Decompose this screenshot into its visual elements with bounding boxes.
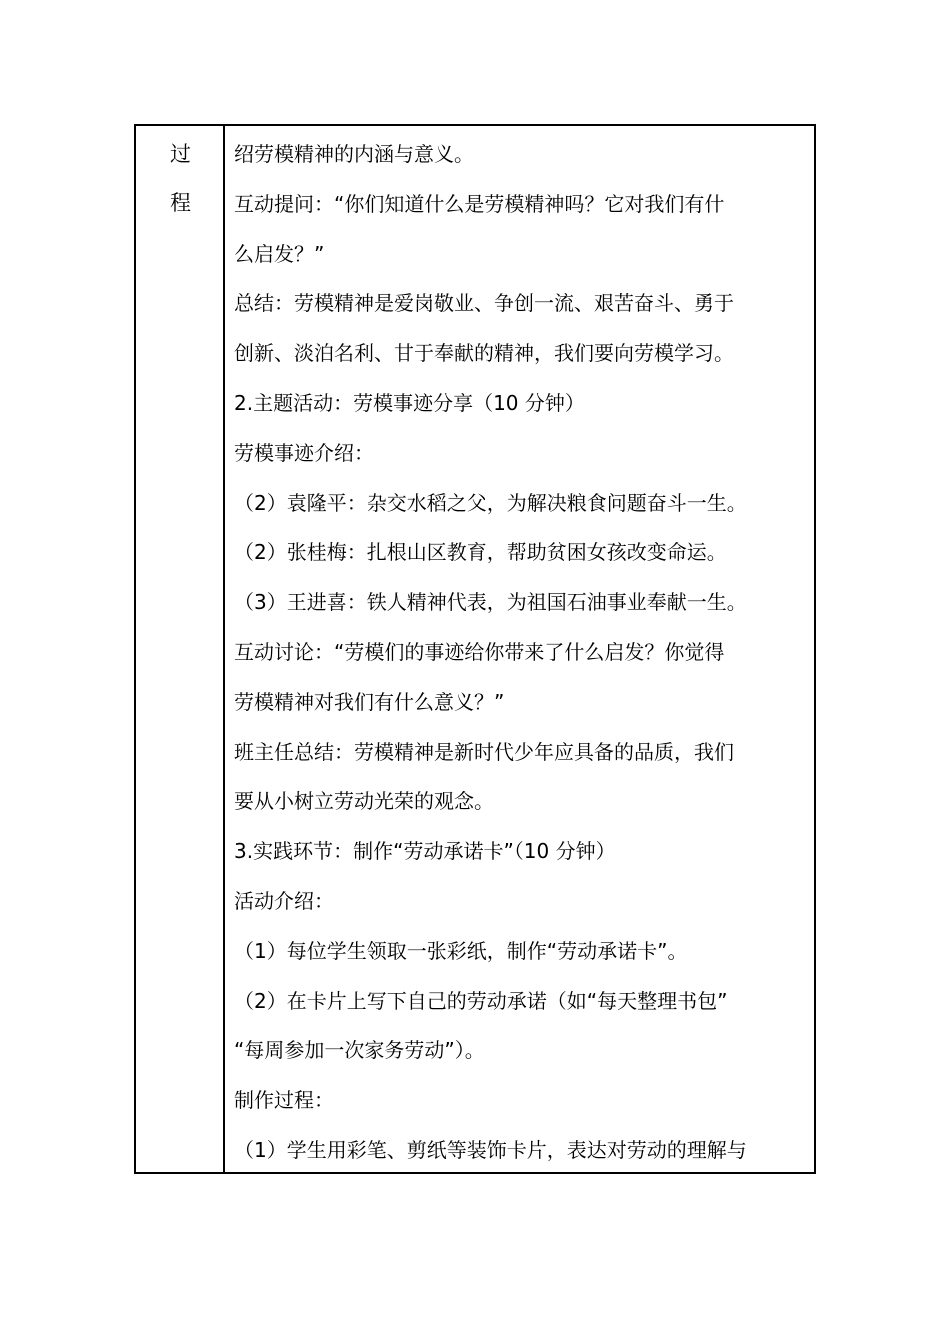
content-line: （3）王进喜：铁人精神代表，为祖国石油事业奉献一生。 (234, 590, 747, 615)
content-line: （2）张桂梅：扎根山区教育，帮助贫困女孩改变命运。 (234, 540, 727, 565)
content-line: 3.实践环节：制作“劳动承诺卡”（10 分钟） (234, 839, 616, 864)
content-line: 活动介绍： (234, 889, 334, 913)
content-line: （2）在卡片上写下自己的劳动承诺（如“每天整理书包” (234, 988, 728, 1013)
section-label-char: 程 (170, 191, 191, 215)
content-line: 总结：劳模精神是爱岗敬业、争创一流、艰苦奋斗、勇于 (234, 291, 734, 316)
content-line: 制作过程： (234, 1088, 334, 1113)
section-content-cell (225, 126, 814, 1172)
content-line: 班主任总结：劳模精神是新时代少年应具备的品质，我们 (234, 739, 734, 764)
content-line: 要从小树立劳动光荣的观念。 (234, 789, 494, 814)
section-label-cell (136, 126, 225, 1172)
content-line: 么启发？” (234, 241, 325, 266)
content-line: 2.主题活动：劳模事迹分享（10 分钟） (234, 391, 585, 415)
content-line: 互动讨论：“劳模们的事迹给你带来了什么启发？你觉得 (234, 640, 725, 664)
content-line: （1）学生用彩笔、剪纸等装饰卡片，表达对劳动的理解与 (234, 1138, 747, 1162)
content-line: 绍劳模精神的内涵与意义。 (234, 142, 474, 166)
content-line: （1）每位学生领取一张彩纸，制作“劳动承诺卡”。 (234, 938, 688, 963)
content-line: 劳模精神对我们有什么意义？” (234, 689, 505, 714)
section-label-char: 过 (170, 142, 191, 166)
content-line: “每周参加一次家务劳动”）。 (234, 1038, 485, 1063)
content-line: 互动提问：“你们知道什么是劳模精神吗？它对我们有什 (234, 191, 725, 216)
content-line: 劳模事迹介绍： (234, 440, 374, 465)
content-line: （2）袁隆平：杂交水稻之父，为解决粮食问题奋斗一生。 (234, 490, 747, 515)
lesson-table (134, 124, 816, 1174)
content-line: 创新、淡泊名利、甘于奉献的精神，我们要向劳模学习。 (234, 341, 734, 366)
